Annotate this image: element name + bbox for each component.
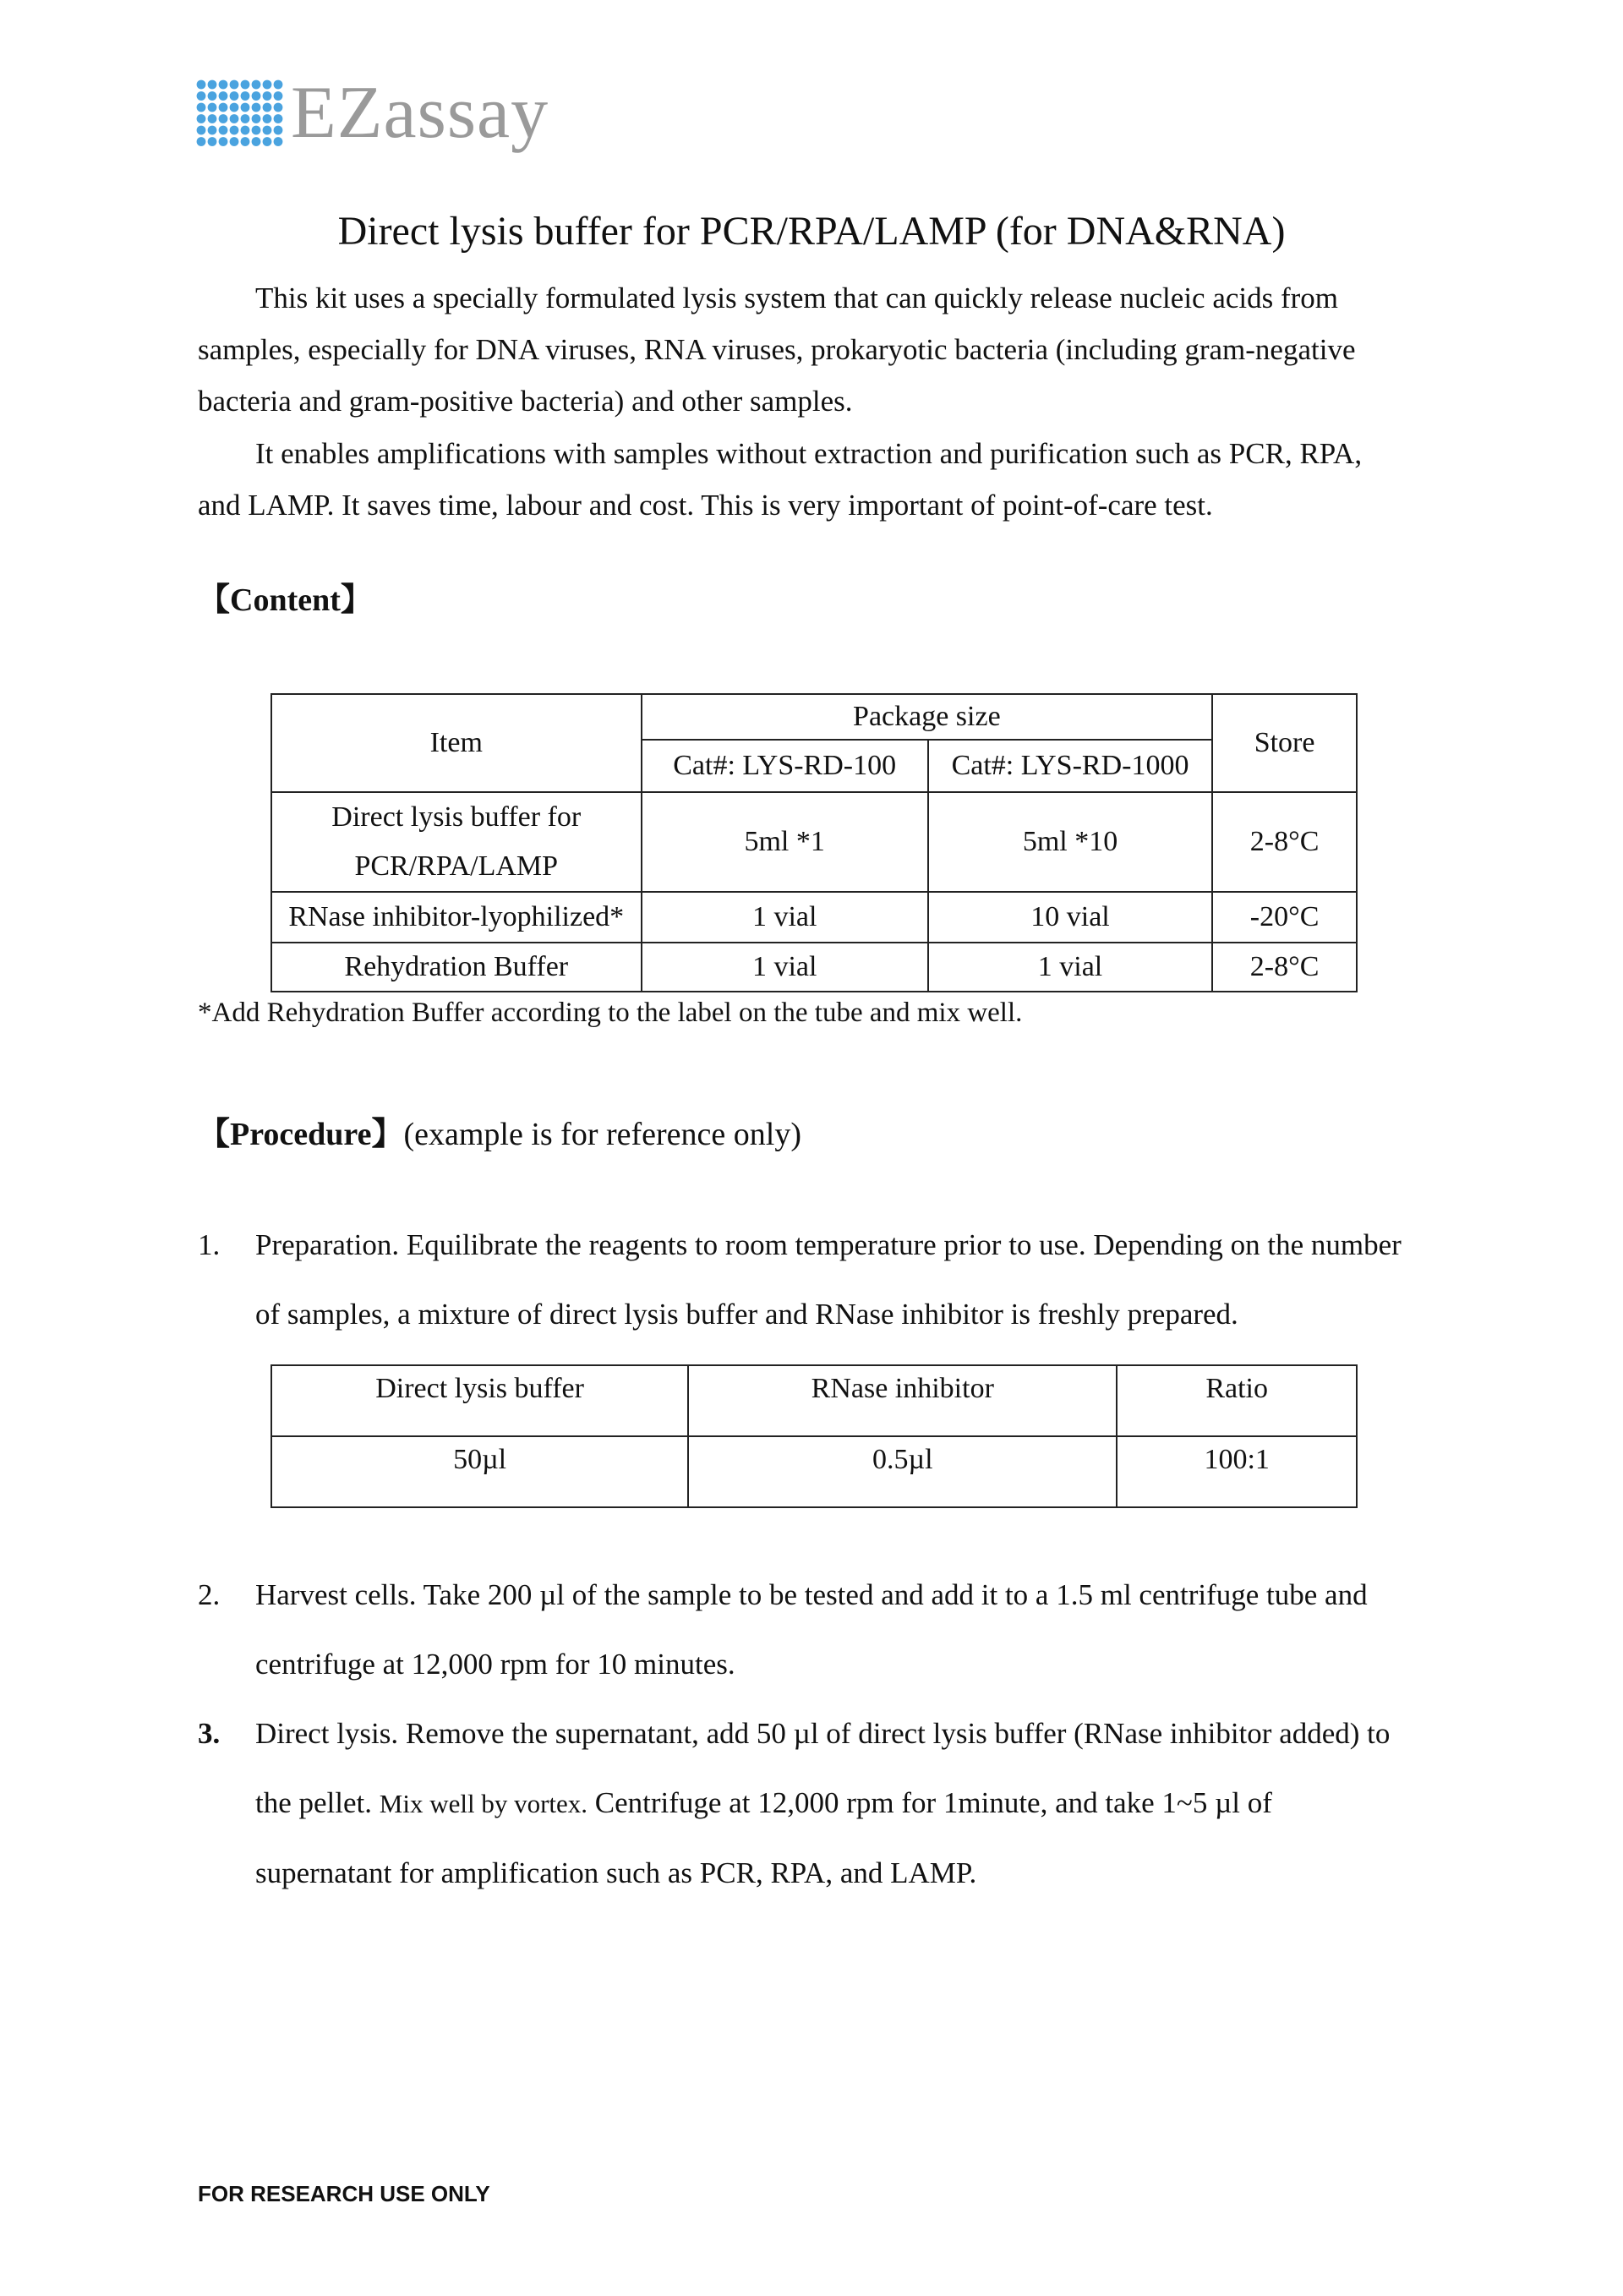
ratio-header-ratio: Ratio: [1117, 1365, 1357, 1436]
logo-dot: [230, 114, 239, 123]
ratio-value-ratio: 100:1: [1117, 1436, 1357, 1507]
logo-dot: [252, 137, 261, 146]
logo-dot: [241, 80, 250, 90]
table-row: [271, 892, 1357, 943]
logo-dot: [219, 103, 228, 112]
logo-dot: [274, 114, 283, 123]
item-cell: RNase inhibitor-lyophilized*: [271, 892, 642, 943]
logo-dot: [230, 137, 239, 146]
size-cell: 5ml *10: [928, 792, 1212, 892]
document-title: Direct lysis buffer for PCR/RPA/LAMP (for DNA&RNA): [337, 209, 1286, 254]
logo-dot: [219, 80, 228, 90]
logo-dot: [252, 114, 261, 123]
logo-dot: [219, 91, 228, 101]
store-header: Store: [1212, 694, 1357, 792]
content-table: [270, 693, 1358, 992]
logo-dot: [263, 126, 272, 135]
logo-dot: [274, 80, 283, 90]
intro-paragraph-2: It enables amplifications with samples without extraction and purification such as PCR, RPA, and LAMP. It saves time, labour and cost. This is very important of point-of-care test.: [198, 437, 1363, 522]
table-row: [271, 943, 1357, 992]
logo-dot: [230, 103, 239, 112]
logo-dot: [219, 126, 228, 135]
brand-name: EZassay: [291, 72, 549, 154]
brand-logo: [196, 74, 549, 152]
store-cell: 2-8°C: [1212, 792, 1357, 892]
logo-dot: [208, 126, 217, 135]
logo-dot: [274, 103, 283, 112]
cat-header-1000: Cat#: LYS-RD-1000: [928, 740, 1212, 792]
logo-dot: [263, 91, 272, 101]
size-cell: 5ml *1: [642, 792, 928, 892]
ratio-header-inhibitor: RNase inhibitor: [688, 1365, 1117, 1436]
ratio-value-buffer: 50µl: [271, 1436, 688, 1507]
logo-dot: [208, 91, 217, 101]
logo-dot: [241, 91, 250, 101]
logo-dot: [197, 126, 206, 135]
logo-dot: [208, 137, 217, 146]
logo-dot: [230, 80, 239, 90]
logo-dot: [263, 114, 272, 123]
logo-dot: [274, 126, 283, 135]
logo-dot: [208, 80, 217, 90]
logo-dot: [241, 103, 250, 112]
logo-dot: [219, 114, 228, 123]
logo-dot: [230, 91, 239, 101]
logo-dot: [230, 126, 239, 135]
logo-dot: [197, 114, 206, 123]
logo-dot: [263, 103, 272, 112]
logo-dot: [263, 137, 272, 146]
research-use-footer: FOR RESEARCH USE ONLY: [198, 2181, 490, 2206]
logo-dot: [252, 91, 261, 101]
item-cell: Rehydration Buffer: [271, 943, 642, 992]
size-cell: 10 vial: [928, 892, 1212, 943]
cat-header-100: Cat#: LYS-RD-100: [642, 740, 928, 792]
logo-dot: [263, 80, 272, 90]
ratio-table: [270, 1364, 1358, 1508]
procedure-heading: 【Procedure】(example is for reference only): [198, 1117, 801, 1152]
table-row: [271, 1436, 1357, 1507]
ratio-header-buffer: Direct lysis buffer: [271, 1365, 688, 1436]
intro-paragraph-1: This kit uses a specially formulated lysis system that can quickly release nucleic acids from samples, especially for DNA viruses, RNA viruses, prokaryotic bacteria (including gram-negative bacteria and gram-positive bacteria) and other samples.: [198, 282, 1356, 418]
logo-dot: [241, 126, 250, 135]
logo-dot: [252, 103, 261, 112]
logo-dot: [208, 114, 217, 123]
table-row: [271, 792, 1357, 892]
logo-dot: [252, 80, 261, 90]
content-heading: 【Content】: [198, 582, 373, 618]
store-cell: -20°C: [1212, 892, 1357, 943]
size-cell: 1 vial: [642, 943, 928, 992]
logo-dot: [197, 80, 206, 90]
logo-dot: [274, 137, 283, 146]
store-cell: 2-8°C: [1212, 943, 1357, 992]
size-cell: 1 vial: [928, 943, 1212, 992]
size-cell: 1 vial: [642, 892, 928, 943]
logo-dot: [208, 103, 217, 112]
dot-grid-logo-icon: [196, 79, 284, 147]
ratio-value-inhibitor: 0.5µl: [688, 1436, 1117, 1507]
logo-dot: [274, 91, 283, 101]
logo-dot: [241, 114, 250, 123]
package-size-header: Package size: [642, 694, 1213, 740]
logo-dot: [197, 91, 206, 101]
logo-dot: [241, 137, 250, 146]
logo-dot: [197, 103, 206, 112]
logo-dot: [197, 137, 206, 146]
logo-dot: [219, 137, 228, 146]
table-footnote: *Add Rehydration Buffer according to the label on the tube and mix well.: [198, 998, 1023, 1028]
item-header: Item: [271, 694, 642, 792]
logo-dot: [252, 126, 261, 135]
item-cell: Direct lysis buffer for PCR/RPA/LAMP: [271, 792, 642, 892]
